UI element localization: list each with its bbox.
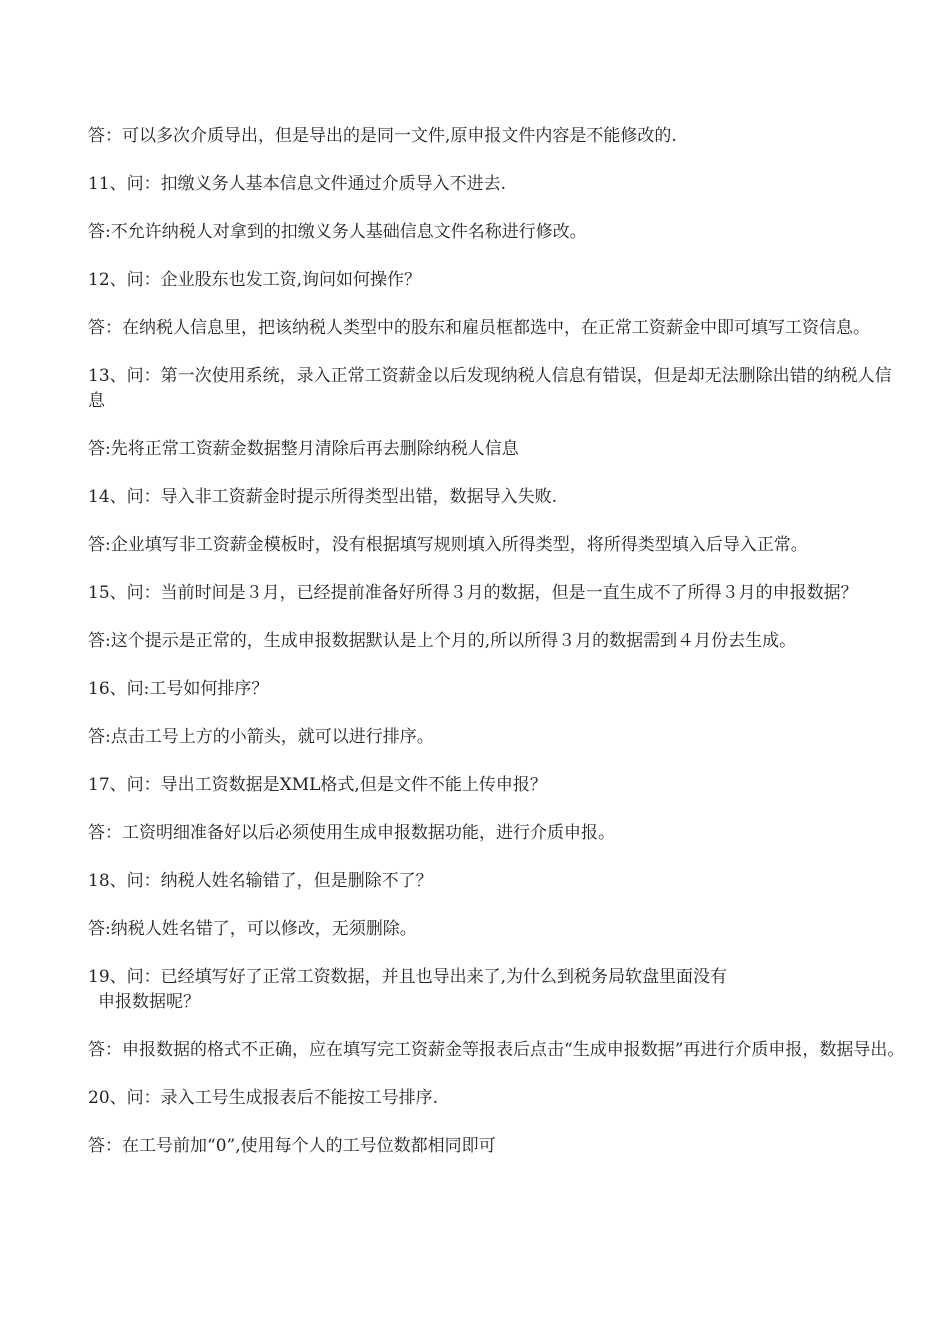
question-12: 12、问：企业股东也发工资,询问如何操作？: [88, 270, 422, 290]
answer-16: 答:点击工号上方的小箭头，就可以进行排序。: [88, 727, 434, 747]
answer-13: 答:先将正常工资薪金数据整月清除后再去删除纳税人信息: [88, 439, 519, 459]
answer-19: 答：申报数据的格式不正确，应在填写完工资薪金等报表后点击“生成申报数据”再进行介质申报，数据导出。: [88, 1040, 905, 1060]
question-16: 16、问:工号如何排序？: [88, 679, 269, 699]
answer-14: 答:企业填写非工资薪金模板时，没有根据填写规则填入所得类型，将所得类型填入后导入正常。: [88, 535, 808, 555]
question-20: 20、问：录入工号生成报表后不能按工号排序.: [88, 1088, 439, 1108]
question-13: 13、问：第一次使用系统，录入正常工资薪金以后发现纳税人信息有错误，但是却无法删除出错的纳税人信息: [88, 366, 892, 411]
answer-12: 答：在纳税人信息里，把该纳税人类型中的股东和雇员框都选中，在正常工资薪金中即可填写工资信息。: [88, 318, 870, 338]
question-15: 15、问：当前时间是３月，已经提前准备好所得３月的数据，但是一直生成不了所得３月的申报数据？: [88, 583, 858, 603]
answer-15: 答:这个提示是正常的，生成申报数据默认是上个月的,所以所得３月的数据需到４月份去生成。: [88, 631, 797, 651]
question-19: [88, 965, 908, 1015]
question-11: 11、问：扣缴义务人基本信息文件通过介质导入不进去.: [88, 174, 507, 194]
question-17: 17、问：导出工资数据是XML格式,但是文件不能上传申报？: [88, 775, 547, 795]
faq-content: [88, 124, 908, 1182]
answer-20: 答：在工号前加“0”,使用每个人的工号位数都相同即可: [88, 1136, 496, 1156]
answer-11: 答:不允许纳税人对拿到的扣缴义务人基础信息文件名称进行修改。: [88, 222, 587, 242]
answer-10: 答：可以多次介质导出，但是导出的是同一文件,原申报文件内容是不能修改的.: [88, 126, 677, 146]
question-14: 14、问：导入非工资薪金时提示所得类型出错，数据导入失败.: [88, 487, 558, 507]
answer-17: 答：工资明细准备好以后必须使用生成申报数据功能，进行介质申报。: [88, 823, 615, 843]
answer-18: 答:纳税人姓名错了，可以修改，无须删除。: [88, 919, 417, 939]
question-19-line-2: 申报数据呢？: [98, 992, 200, 1012]
question-18: 18、问：纳税人姓名输错了，但是删除不了？: [88, 871, 433, 891]
question-19-line-1: 19、问：已经填写好了正常工资数据，并且也导出来了,为什么到税务局软盘里面没有: [88, 967, 728, 987]
